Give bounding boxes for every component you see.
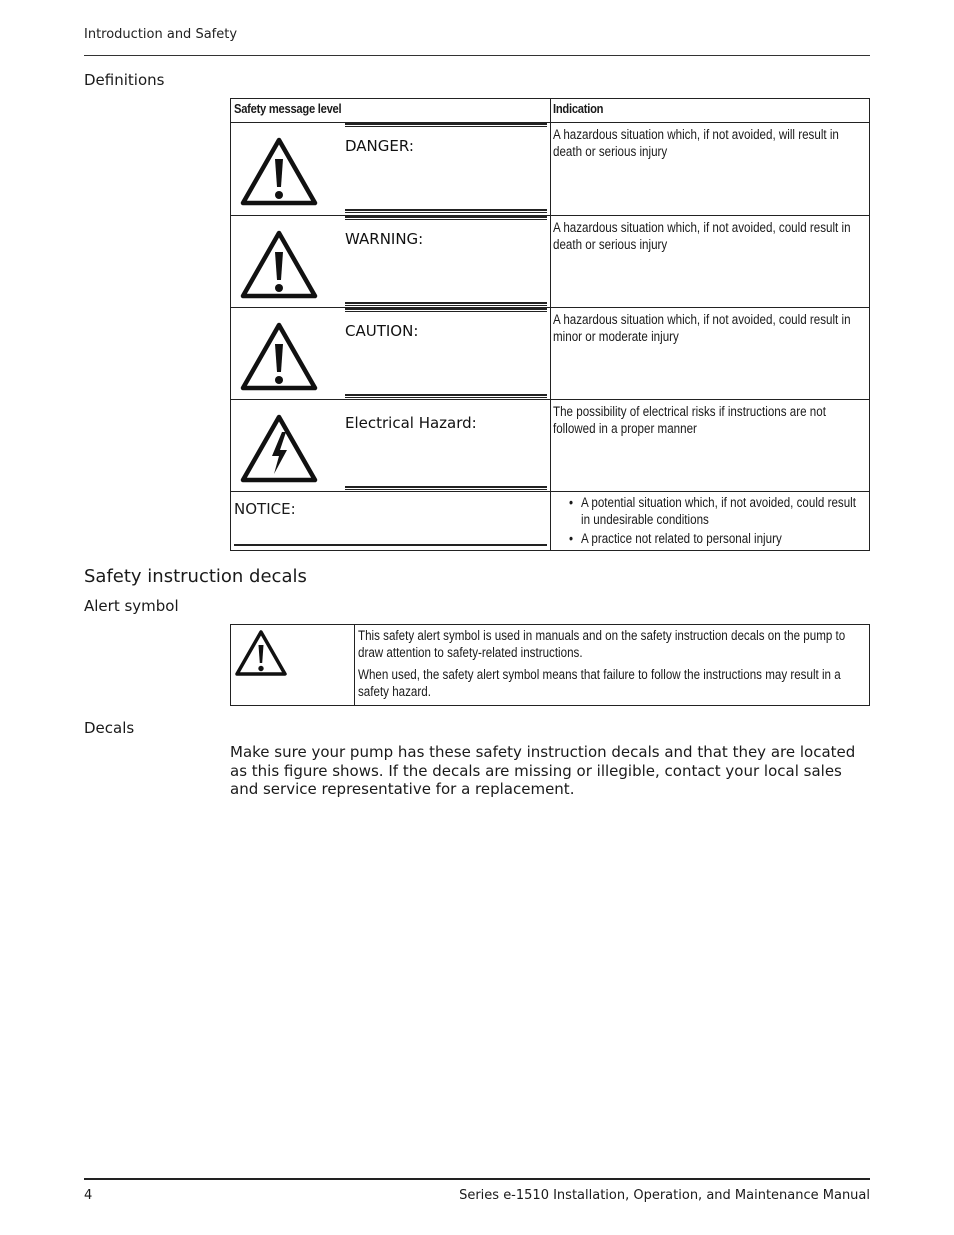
alert-symbol-heading: Alert symbol	[84, 597, 179, 615]
safety-alert-icon	[234, 629, 288, 677]
header-rule	[84, 55, 870, 56]
decals-body-text: Make sure your pump has these safety instruction decals and that they are located as this figure shows. If the decals are missing or illegible, contact your local sales and service representative for a replacement.	[230, 743, 856, 798]
indication-danger: A hazardous situation which, if not avoided, will result in death or serious injury	[553, 127, 839, 159]
column-header-level: Safety message level	[234, 101, 342, 116]
table-row-caution	[231, 308, 869, 400]
alert-paragraph: This safety alert symbol is used in manuals and on the safety instruction decals on the pump to draw attention to safety-related instructions.	[358, 628, 846, 660]
table-row-danger	[231, 123, 869, 215]
indication-caution: A hazardous situation which, if not avoided, could result in minor or moderate injury	[553, 312, 851, 344]
definitions-table	[230, 98, 870, 551]
section-heading-decals: Safety instruction decals	[84, 566, 307, 587]
list-item: • A practice not related to personal injury	[569, 530, 861, 547]
notice-bullet-list	[569, 494, 861, 549]
level-label-caution: CAUTION:	[345, 322, 419, 340]
warning-triangle-icon	[239, 135, 319, 207]
alert-symbol-table	[230, 624, 870, 706]
running-header: Introduction and Safety	[84, 27, 238, 42]
indication-warning: A hazardous situation which, if not avoided, could result in death or serious injury	[553, 220, 851, 252]
alert-symbol-description	[358, 627, 865, 705]
level-label-danger: DANGER:	[345, 137, 414, 155]
footer-rule	[84, 1178, 870, 1180]
table-row-notice	[231, 492, 869, 551]
page-number: 4	[84, 1188, 93, 1203]
warning-triangle-icon	[239, 228, 319, 300]
level-label-notice: NOTICE:	[234, 500, 296, 518]
indication-electrical-hazard: The possibility of electrical risks if instructions are not followed in a proper manner	[553, 404, 826, 436]
column-header-indication: Indication	[553, 101, 604, 116]
table-row-warning	[231, 216, 869, 308]
decals-heading: Decals	[84, 719, 135, 737]
manual-title: Series e-1510 Installation, Operation, and Maintenance Manual	[459, 1188, 870, 1203]
alert-paragraph: When used, the safety alert symbol means that failure to follow the instructions may result in a safety hazard.	[358, 667, 841, 699]
warning-triangle-icon	[239, 320, 319, 392]
list-item: • A potential situation which, if not avoided, could result in undesirable conditions	[569, 494, 861, 528]
table-row-electrical-hazard	[231, 400, 869, 492]
level-label-warning: WARNING:	[345, 230, 424, 248]
definitions-heading: Definitions	[84, 71, 165, 89]
level-label-electrical-hazard: Electrical Hazard:	[345, 414, 477, 432]
electrical-hazard-icon	[239, 412, 319, 484]
